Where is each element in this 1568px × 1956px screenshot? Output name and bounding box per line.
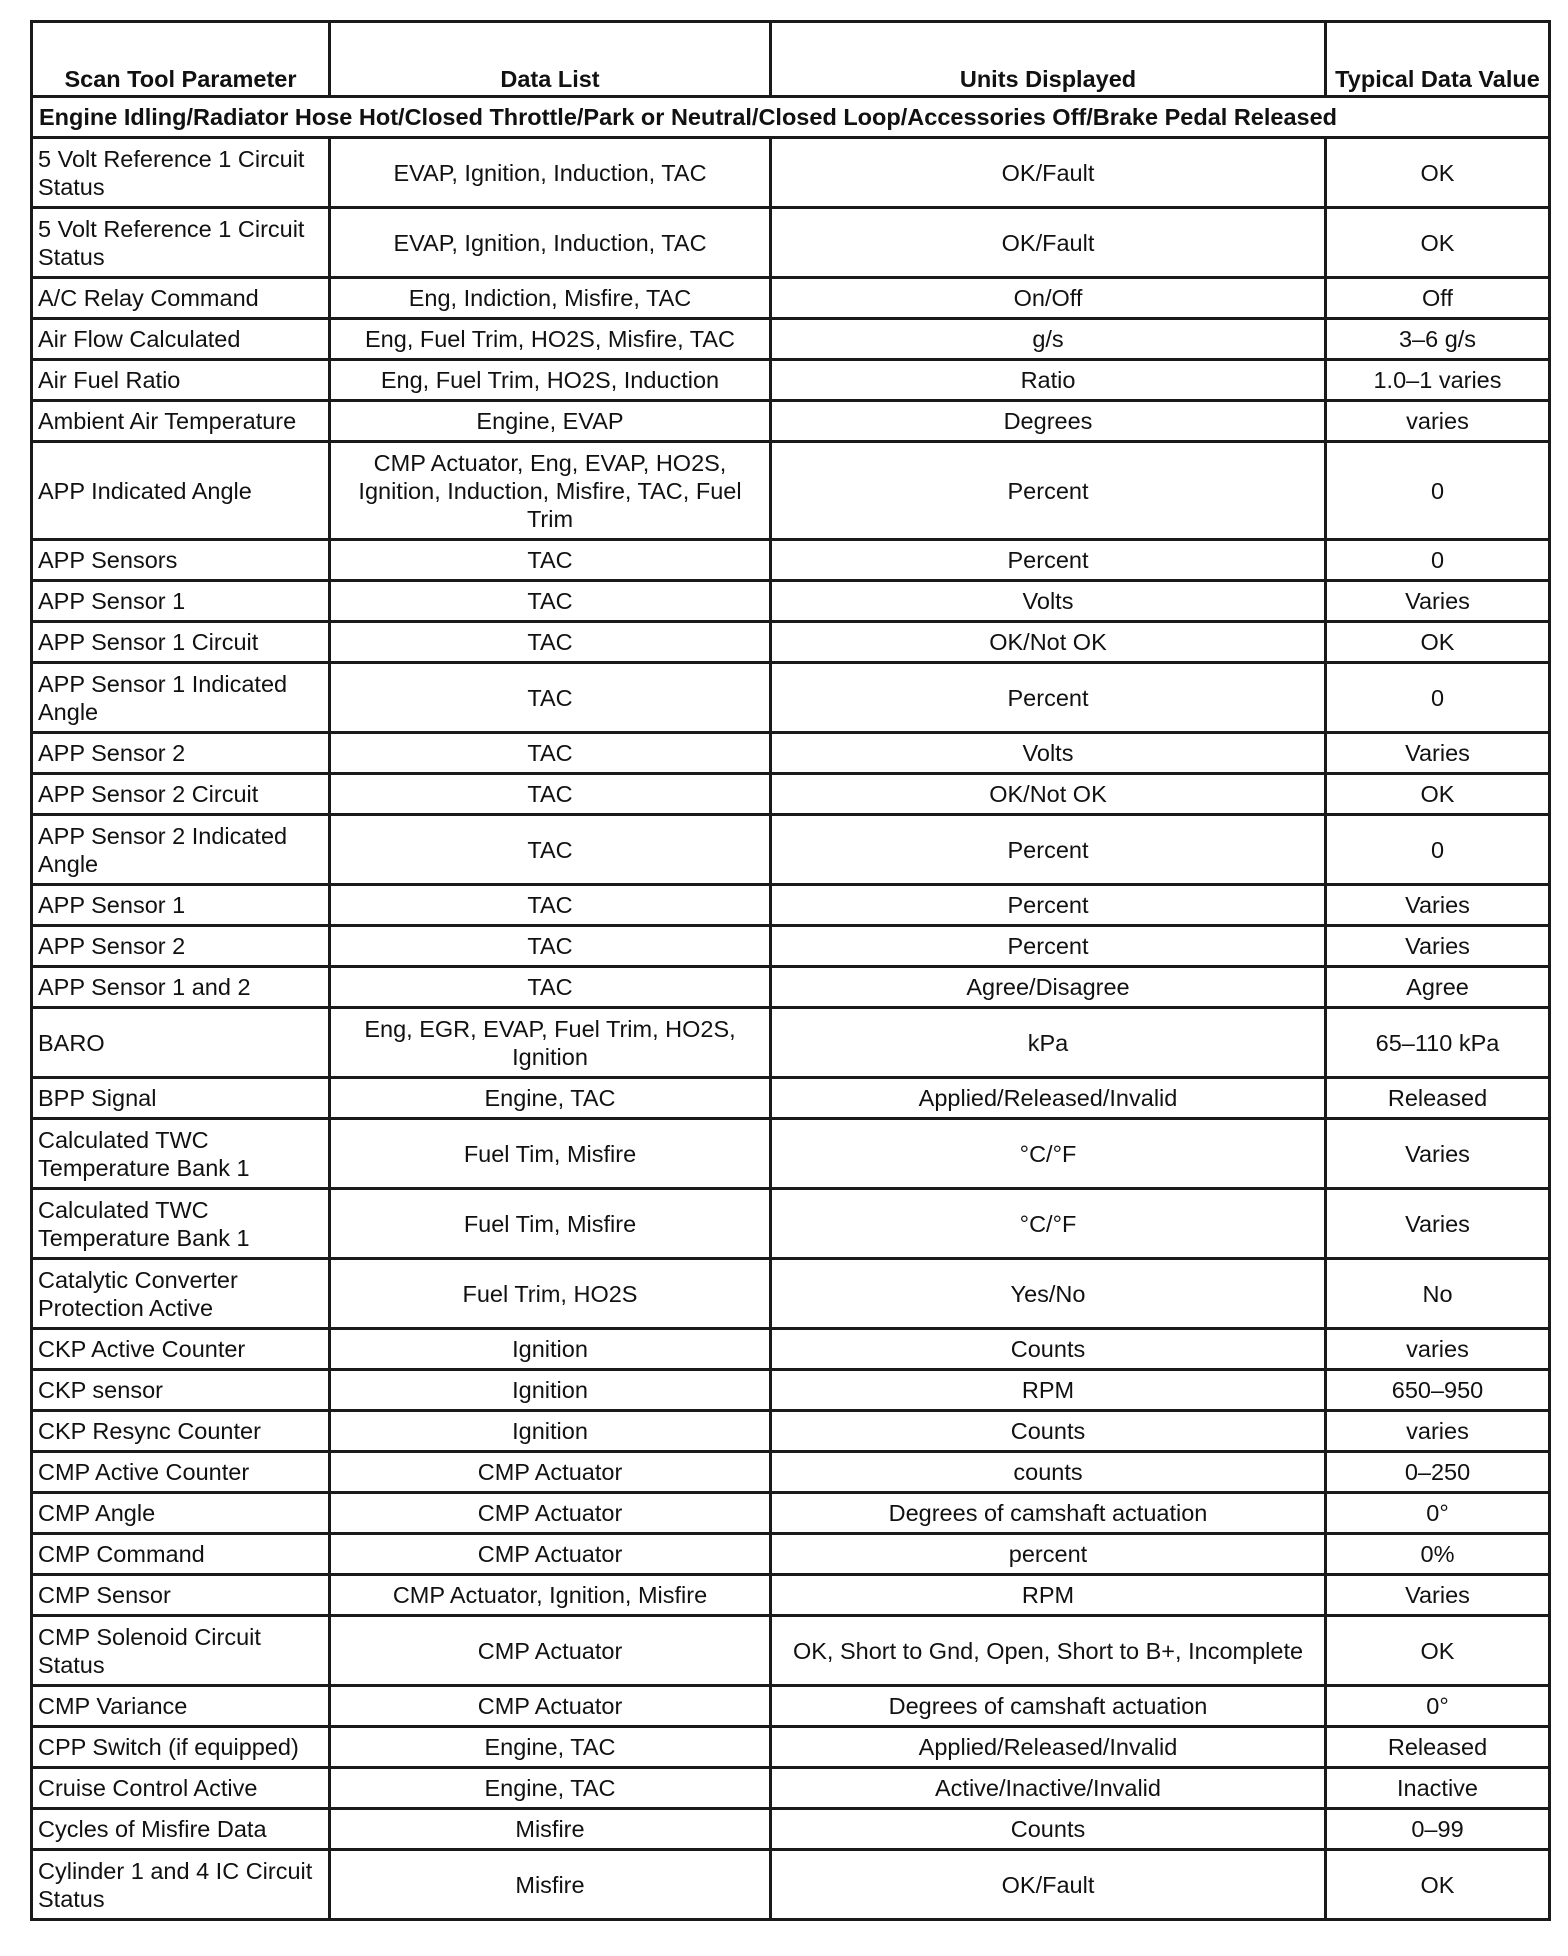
typical-value-cell: 0–99 <box>1326 1809 1550 1850</box>
table-row <box>32 442 1550 540</box>
units-cell: Percent <box>771 540 1326 581</box>
parameter-cell: APP Sensor 1 <box>32 581 330 622</box>
units-cell: RPM <box>771 1575 1326 1616</box>
parameter-cell: BARO <box>32 1008 330 1078</box>
units-cell: Volts <box>771 733 1326 774</box>
parameter-cell: 5 Volt Reference 1 Circuit Status <box>32 138 330 208</box>
table-row <box>32 360 1550 401</box>
header-typical-data-value: Typical Data Value <box>1326 22 1550 97</box>
table-row <box>32 1809 1550 1850</box>
typical-value-cell: Varies <box>1326 1189 1550 1259</box>
parameter-cell: APP Sensor 1 Circuit <box>32 622 330 663</box>
units-cell: OK/Not OK <box>771 774 1326 815</box>
typical-value-cell: varies <box>1326 401 1550 442</box>
units-cell: Agree/Disagree <box>771 967 1326 1008</box>
typical-value-cell: varies <box>1326 1411 1550 1452</box>
parameter-cell: CPP Switch (if equipped) <box>32 1727 330 1768</box>
typical-value-cell: 0% <box>1326 1534 1550 1575</box>
typical-value-cell: Varies <box>1326 926 1550 967</box>
table-row <box>32 1686 1550 1727</box>
parameter-cell: A/C Relay Command <box>32 278 330 319</box>
parameter-cell: APP Sensor 2 Circuit <box>32 774 330 815</box>
units-cell: OK/Fault <box>771 1850 1326 1920</box>
table-row <box>32 663 1550 733</box>
table-row <box>32 208 1550 278</box>
table-row <box>32 1575 1550 1616</box>
table-row <box>32 1768 1550 1809</box>
data-list-cell: Fuel Trim, HO2S <box>330 1259 771 1329</box>
data-list-cell: TAC <box>330 774 771 815</box>
parameter-cell: CKP Resync Counter <box>32 1411 330 1452</box>
data-list-cell: TAC <box>330 581 771 622</box>
parameter-cell: APP Sensor 1 Indicated Angle <box>32 663 330 733</box>
typical-value-cell: varies <box>1326 1329 1550 1370</box>
typical-value-cell: OK <box>1326 1850 1550 1920</box>
parameter-cell: Air Flow Calculated <box>32 319 330 360</box>
data-list-cell: Engine, TAC <box>330 1078 771 1119</box>
parameter-cell: 5 Volt Reference 1 Circuit Status <box>32 208 330 278</box>
parameter-cell: APP Sensors <box>32 540 330 581</box>
data-list-cell: CMP Actuator, Ignition, Misfire <box>330 1575 771 1616</box>
operating-condition: Engine Idling/Radiator Hose Hot/Closed Throttle/Park or Neutral/Closed Loop/Accessories Off/Brake Pedal Released <box>32 97 1550 138</box>
data-list-cell: CMP Actuator, Eng, EVAP, HO2S, Ignition, Induction, Misfire, TAC, Fuel Trim <box>330 442 771 540</box>
typical-value-cell: Agree <box>1326 967 1550 1008</box>
units-cell: °C/°F <box>771 1119 1326 1189</box>
data-list-cell: CMP Actuator <box>330 1686 771 1727</box>
typical-value-cell: Inactive <box>1326 1768 1550 1809</box>
parameter-cell: APP Indicated Angle <box>32 442 330 540</box>
data-list-cell: TAC <box>330 815 771 885</box>
table-row <box>32 733 1550 774</box>
document-page <box>30 20 1548 1921</box>
header-units-displayed: Units Displayed <box>771 22 1326 97</box>
units-cell: On/Off <box>771 278 1326 319</box>
data-list-cell: TAC <box>330 926 771 967</box>
typical-value-cell: Off <box>1326 278 1550 319</box>
parameter-cell: Ambient Air Temperature <box>32 401 330 442</box>
parameter-cell: APP Sensor 1 and 2 <box>32 967 330 1008</box>
data-list-cell: TAC <box>330 967 771 1008</box>
table-row <box>32 1493 1550 1534</box>
units-cell: Percent <box>771 926 1326 967</box>
data-list-cell: CMP Actuator <box>330 1493 771 1534</box>
units-cell: °C/°F <box>771 1189 1326 1259</box>
table-row <box>32 885 1550 926</box>
table-row <box>32 1411 1550 1452</box>
parameter-cell: Catalytic Converter Protection Active <box>32 1259 330 1329</box>
typical-value-cell: 0 <box>1326 442 1550 540</box>
typical-value-cell: OK <box>1326 622 1550 663</box>
typical-value-cell: Varies <box>1326 1119 1550 1189</box>
table-row <box>32 1370 1550 1411</box>
table-row <box>32 1119 1550 1189</box>
data-list-cell: Eng, EGR, EVAP, Fuel Trim, HO2S, Ignition <box>330 1008 771 1078</box>
data-list-cell: Ignition <box>330 1411 771 1452</box>
parameter-cell: CKP sensor <box>32 1370 330 1411</box>
typical-value-cell: No <box>1326 1259 1550 1329</box>
units-cell: Percent <box>771 885 1326 926</box>
table-row <box>32 1534 1550 1575</box>
table-row <box>32 967 1550 1008</box>
parameter-cell: Cruise Control Active <box>32 1768 330 1809</box>
data-list-cell: Ignition <box>330 1329 771 1370</box>
units-cell: Applied/Released/Invalid <box>771 1727 1326 1768</box>
typical-value-cell: Varies <box>1326 1575 1550 1616</box>
table-row <box>32 774 1550 815</box>
units-cell: Percent <box>771 815 1326 885</box>
parameter-cell: Calculated TWC Temperature Bank 1 <box>32 1119 330 1189</box>
typical-value-cell: 0–250 <box>1326 1452 1550 1493</box>
units-cell: g/s <box>771 319 1326 360</box>
data-list-cell: Eng, Fuel Trim, HO2S, Misfire, TAC <box>330 319 771 360</box>
data-list-cell: TAC <box>330 663 771 733</box>
typical-value-cell: 1.0–1 varies <box>1326 360 1550 401</box>
parameter-cell: APP Sensor 1 <box>32 885 330 926</box>
typical-value-cell: 0° <box>1326 1686 1550 1727</box>
units-cell: OK, Short to Gnd, Open, Short to B+, Incomplete <box>771 1616 1326 1686</box>
data-list-cell: TAC <box>330 885 771 926</box>
typical-value-cell: OK <box>1326 208 1550 278</box>
data-list-cell: TAC <box>330 733 771 774</box>
typical-value-cell: Varies <box>1326 885 1550 926</box>
units-cell: Counts <box>771 1329 1326 1370</box>
units-cell: Degrees of camshaft actuation <box>771 1493 1326 1534</box>
typical-value-cell: 0 <box>1326 540 1550 581</box>
data-list-cell: TAC <box>330 622 771 663</box>
table-row <box>32 1259 1550 1329</box>
header-data-list: Data List <box>330 22 771 97</box>
table-row <box>32 401 1550 442</box>
parameter-cell: Cycles of Misfire Data <box>32 1809 330 1850</box>
typical-value-cell: OK <box>1326 774 1550 815</box>
units-cell: OK/Fault <box>771 138 1326 208</box>
header-scan-tool-parameter: Scan Tool Parameter <box>32 22 330 97</box>
data-list-cell: Eng, Indiction, Misfire, TAC <box>330 278 771 319</box>
parameter-cell: CMP Solenoid Circuit Status <box>32 1616 330 1686</box>
table-row <box>32 581 1550 622</box>
data-list-cell: Misfire <box>330 1850 771 1920</box>
parameter-cell: Cylinder 1 and 4 IC Circuit Status <box>32 1850 330 1920</box>
units-cell: Percent <box>771 442 1326 540</box>
operating-condition-row <box>32 97 1550 138</box>
data-list-cell: Fuel Tim, Misfire <box>330 1189 771 1259</box>
table-row <box>32 622 1550 663</box>
table-row <box>32 540 1550 581</box>
data-list-cell: CMP Actuator <box>330 1452 771 1493</box>
parameter-cell: CMP Command <box>32 1534 330 1575</box>
typical-value-cell: OK <box>1326 1616 1550 1686</box>
table-row <box>32 1078 1550 1119</box>
units-cell: Applied/Released/Invalid <box>771 1078 1326 1119</box>
data-list-cell: Engine, TAC <box>330 1768 771 1809</box>
parameter-cell: APP Sensor 2 <box>32 733 330 774</box>
units-cell: Degrees of camshaft actuation <box>771 1686 1326 1727</box>
data-list-cell: Misfire <box>330 1809 771 1850</box>
units-cell: Percent <box>771 663 1326 733</box>
parameter-cell: CMP Sensor <box>32 1575 330 1616</box>
table-header-row <box>32 22 1550 97</box>
data-list-cell: Engine, EVAP <box>330 401 771 442</box>
table-row <box>32 1727 1550 1768</box>
typical-value-cell: 650–950 <box>1326 1370 1550 1411</box>
table-row <box>32 1850 1550 1920</box>
units-cell: Active/Inactive/Invalid <box>771 1768 1326 1809</box>
scan-tool-data-table <box>30 20 1551 1921</box>
table-row <box>32 1189 1550 1259</box>
typical-value-cell: 0 <box>1326 815 1550 885</box>
typical-value-cell: 3–6 g/s <box>1326 319 1550 360</box>
parameter-cell: Calculated TWC Temperature Bank 1 <box>32 1189 330 1259</box>
table-row <box>32 926 1550 967</box>
table-row <box>32 1616 1550 1686</box>
typical-value-cell: 0° <box>1326 1493 1550 1534</box>
table-row <box>32 815 1550 885</box>
parameter-cell: BPP Signal <box>32 1078 330 1119</box>
table-row <box>32 1452 1550 1493</box>
data-list-cell: CMP Actuator <box>330 1534 771 1575</box>
units-cell: OK/Not OK <box>771 622 1326 663</box>
parameter-cell: CMP Active Counter <box>32 1452 330 1493</box>
typical-value-cell: Varies <box>1326 733 1550 774</box>
parameter-cell: Air Fuel Ratio <box>32 360 330 401</box>
units-cell: OK/Fault <box>771 208 1326 278</box>
typical-value-cell: Varies <box>1326 581 1550 622</box>
units-cell: Counts <box>771 1809 1326 1850</box>
units-cell: Degrees <box>771 401 1326 442</box>
table-row <box>32 1008 1550 1078</box>
data-list-cell: Fuel Tim, Misfire <box>330 1119 771 1189</box>
table-row <box>32 278 1550 319</box>
typical-value-cell: 0 <box>1326 663 1550 733</box>
parameter-cell: CMP Angle <box>32 1493 330 1534</box>
data-list-cell: TAC <box>330 540 771 581</box>
table-row <box>32 1329 1550 1370</box>
units-cell: Ratio <box>771 360 1326 401</box>
parameter-cell: APP Sensor 2 <box>32 926 330 967</box>
data-list-cell: EVAP, Ignition, Induction, TAC <box>330 208 771 278</box>
data-list-cell: CMP Actuator <box>330 1616 771 1686</box>
typical-value-cell: OK <box>1326 138 1550 208</box>
units-cell: percent <box>771 1534 1326 1575</box>
typical-value-cell: 65–110 kPa <box>1326 1008 1550 1078</box>
units-cell: Counts <box>771 1411 1326 1452</box>
data-list-cell: EVAP, Ignition, Induction, TAC <box>330 138 771 208</box>
units-cell: Volts <box>771 581 1326 622</box>
units-cell: kPa <box>771 1008 1326 1078</box>
table-row <box>32 138 1550 208</box>
units-cell: counts <box>771 1452 1326 1493</box>
parameter-cell: APP Sensor 2 Indicated Angle <box>32 815 330 885</box>
parameter-cell: CKP Active Counter <box>32 1329 330 1370</box>
typical-value-cell: Released <box>1326 1727 1550 1768</box>
typical-value-cell: Released <box>1326 1078 1550 1119</box>
units-cell: RPM <box>771 1370 1326 1411</box>
parameter-cell: CMP Variance <box>32 1686 330 1727</box>
data-list-cell: Ignition <box>330 1370 771 1411</box>
data-list-cell: Engine, TAC <box>330 1727 771 1768</box>
table-row <box>32 319 1550 360</box>
units-cell: Yes/No <box>771 1259 1326 1329</box>
data-list-cell: Eng, Fuel Trim, HO2S, Induction <box>330 360 771 401</box>
